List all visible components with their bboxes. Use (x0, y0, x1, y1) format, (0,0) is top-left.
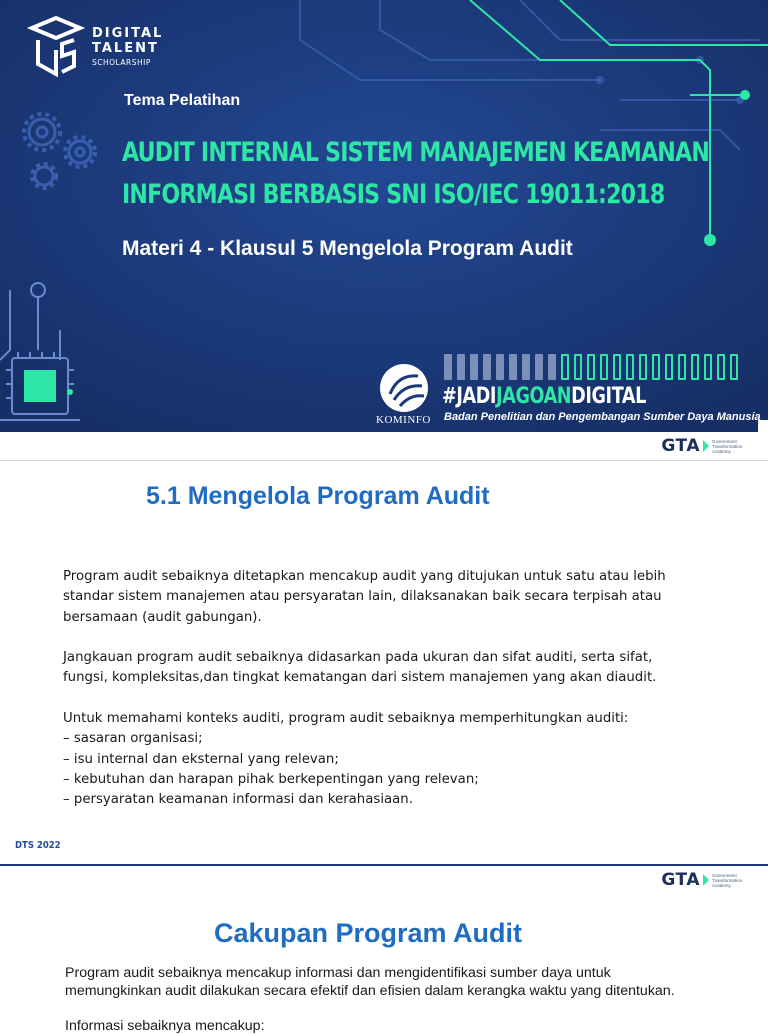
slide-cakupan-program-audit (0, 894, 768, 1034)
slide2-paragraph-3 (63, 709, 733, 810)
gta-logo-subtext: Government Transformation Academy (712, 438, 743, 454)
slide3-cut-line: Informasi sebaiknya mencakup: (65, 1018, 265, 1034)
main-title-line1: AUDIT INTERNAL SISTEM MANAJEMEN KEAMANAN (122, 137, 710, 168)
logo-text-scholarship: SCHOLARSHIP (92, 58, 151, 67)
slide2-paragraph-2 (63, 648, 733, 689)
balitbang-label: Badan Penelitian dan Pengembangan Sumber Daya Manusia (444, 411, 761, 423)
slide2-paragraph-1 (63, 567, 733, 628)
gta-arrow-icon (703, 874, 709, 886)
slide2-title: 5.1 Mengelola Program Audit (146, 482, 490, 510)
hashtag-prefix: #JADI (442, 384, 497, 409)
gta-logo (661, 436, 743, 456)
dts-logo-icon (26, 14, 86, 78)
gta-logo (661, 870, 743, 890)
title-slide (0, 0, 768, 432)
hashtag-suffix: DIGITAL (571, 384, 646, 409)
slide-mengelola-program-audit (0, 462, 768, 866)
slide2-body (63, 567, 733, 831)
kominfo-label: KOMINFO (376, 414, 431, 426)
text-line: Program audit sebaiknya ditetapkan mencakup audit yang ditujukan untuk satu atau lebih (63, 569, 666, 584)
gta-strip-top (0, 432, 768, 461)
gta-logo-text: GTA (661, 436, 700, 456)
text-line: Untuk memahami konteks auditi, program audit sebaiknya memperhitungkan auditi: (63, 711, 629, 727)
slide3-title: Cakupan Program Audit (214, 918, 523, 948)
list-item: – sasaran organisasi; (63, 731, 203, 747)
gta-arrow-icon (703, 440, 709, 452)
text-line: Jangkauan program audit sebaiknya didasarkan pada ukuran dan sifat auditi, serta sifat, (63, 650, 653, 666)
text-line: memungkinkan audit dilakukan secara efektif dan efisien dalam kerangka waktu yang ditentukan. (65, 982, 675, 999)
list-item: – kebutuhan dan harapan pihak berkepentingan yang relevan; (63, 771, 479, 787)
logo-text-talent: TALENT (92, 41, 159, 56)
main-title-line2: INFORMASI BERBASIS SNI ISO/IEC 19011:2018 (122, 179, 665, 210)
text-line: standar sistem manajemen atau persyaratan lain, dilaksanakan baik secara terpisah atau (63, 589, 662, 605)
gta-logo-subtext: Government Transformation Academy (712, 872, 743, 888)
slide2-footer: DTS 2022 (15, 840, 61, 851)
list-item: – persyaratan keamanan informasi dan kerahasiaan. (63, 792, 413, 808)
main-title (122, 132, 709, 216)
list-item: – isu internal dan eksternal yang relevan; (63, 751, 339, 767)
subtitle: Materi 4 - Klausul 5 Mengelola Program Audit (122, 237, 573, 260)
digital-talent-logo (26, 14, 176, 78)
decorative-bars (444, 354, 738, 380)
hashtag-accent: JAGOAN (496, 384, 572, 409)
logo-text-digital: DIGITAL (92, 26, 164, 41)
slide3-body (65, 965, 745, 1000)
text-line: bersamaan (audit gabungan). (63, 609, 262, 625)
gta-logo-text: GTA (661, 870, 700, 890)
text-line: fungsi, kompleksitas,dan tingkat kematangan dari sistem manajemen yang akan diaudit. (63, 670, 657, 686)
theme-label: Tema Pelatihan (124, 92, 241, 109)
gta-strip-bottom (0, 866, 768, 895)
hashtag-jadijagoandigital (442, 384, 646, 409)
text-line: Program audit sebaiknya mencakup informasi dan mengidentifikasi sumber daya untuk (65, 965, 611, 981)
